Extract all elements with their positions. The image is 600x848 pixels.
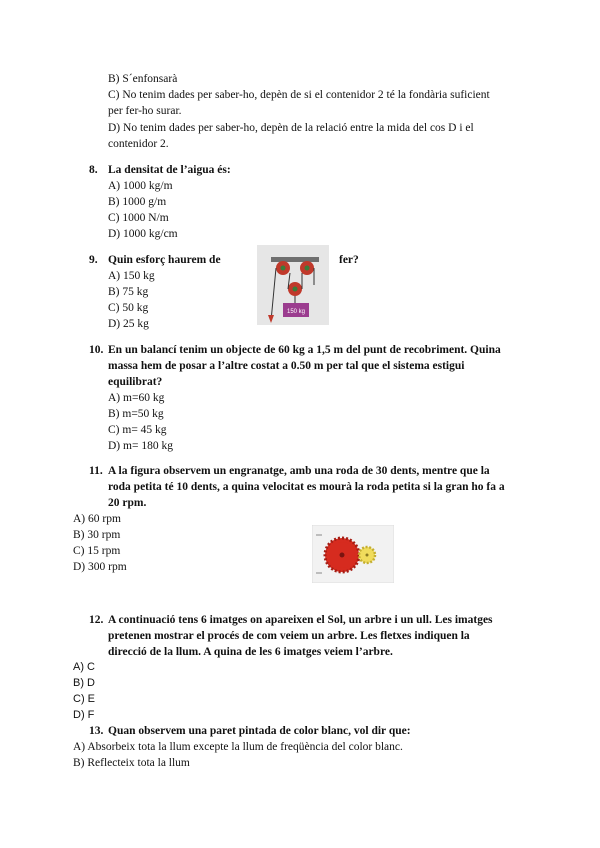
q12-question-line2: pretenen mostrar el procés de com veiem un arbre. Les fletxes indiquen la [108, 630, 470, 642]
q10-question-line1: En un balancí tenim un objecte de 60 kg a 1,5 m del punt de recobriment. Quina [108, 344, 501, 356]
q12-option-c: C) E [73, 693, 95, 705]
q10-option-d: D) m= 180 kg [108, 440, 173, 452]
pulley-ceiling [271, 257, 319, 262]
q13-question: Quan observem una paret pintada de color blanc, vol dir que: [108, 725, 411, 737]
q10-question-line3: equilibrat? [108, 376, 163, 388]
q13-option-b: B) Reflecteix tota la llum [73, 757, 190, 769]
gear-figure [312, 525, 394, 583]
pulley-figure [257, 245, 329, 325]
q12-question-line3: direcció de la llum. A quina de les 6 imatges veiem l’arbre. [108, 646, 393, 658]
q12-option-a: A) C [73, 661, 95, 673]
q10-option-a: A) m=60 kg [108, 392, 165, 404]
q12-number: 12. [89, 614, 104, 626]
q10-option-c: C) m= 45 kg [108, 424, 167, 436]
q7-option-b: B) S´enfonsarà [108, 73, 178, 85]
q13-number: 13. [89, 725, 104, 737]
load-label: 150 kg [286, 309, 306, 315]
q12-option-d: D) F [73, 709, 95, 721]
q9-option-d: D) 25 kg [108, 318, 149, 330]
q12-option-b: B) D [73, 677, 95, 689]
q9-option-a: A) 150 kg [108, 270, 155, 282]
q11-option-a: A) 60 rpm [73, 513, 121, 525]
q8-number: 8. [89, 164, 98, 176]
q11-question-line2: roda petita té 10 dents, a quina velocitat es mourà la roda petita si la gran ho fa a [108, 481, 505, 493]
q10-number: 10. [89, 344, 104, 356]
q9-option-b: B) 75 kg [108, 286, 149, 298]
q9-question-right: fer? [339, 254, 359, 266]
small-gear [359, 547, 375, 563]
q13-option-a: A) Absorbeix tota la llum excepte la llum de freqüència del color blanc. [73, 741, 403, 753]
q9-option-c: C) 50 kg [108, 302, 149, 314]
q10-option-b: B) m=50 kg [108, 408, 164, 420]
q8-option-d: D) 1000 kg/cm [108, 228, 178, 240]
q11-option-d: D) 300 rpm [73, 561, 127, 573]
q8-option-b: B) 1000 g/m [108, 196, 167, 208]
q11-question-line3: 20 rpm. [108, 497, 147, 509]
q8-option-a: A) 1000 kg/m [108, 180, 173, 192]
q11-question-line1: A la figura observem un engranatge, amb una roda de 30 dents, mentre que la [108, 465, 490, 477]
q8-option-c: C) 1000 N/m [108, 212, 169, 224]
q7-option-c-cont: per fer-ho surar. [108, 105, 182, 117]
q9-number: 9. [89, 254, 98, 266]
q7-option-d: D) No tenim dades per saber-ho, depèn de la relació entre la mida del cos D i el [108, 122, 474, 134]
q7-option-d-cont: contenidor 2. [108, 138, 169, 150]
q12-question-line1: A continuació tens 6 imatges on apareixen el Sol, un arbre i un ull. Les imatges [108, 614, 493, 626]
q11-number: 11. [89, 465, 103, 477]
q11-option-c: C) 15 rpm [73, 545, 121, 557]
q9-question-left: Quin esforç haurem de [108, 254, 221, 266]
q7-option-c: C) No tenim dades per saber-ho, depèn de si el contenidor 2 té la fondària suficient [108, 89, 490, 101]
q11-option-b: B) 30 rpm [73, 529, 121, 541]
q10-question-line2: massa hem de posar a l’altre costat a 0.50 m per tal que el sistema estigui [108, 360, 465, 372]
q8-question: La densitat de l’aigua és: [108, 164, 231, 176]
large-gear [325, 538, 359, 572]
